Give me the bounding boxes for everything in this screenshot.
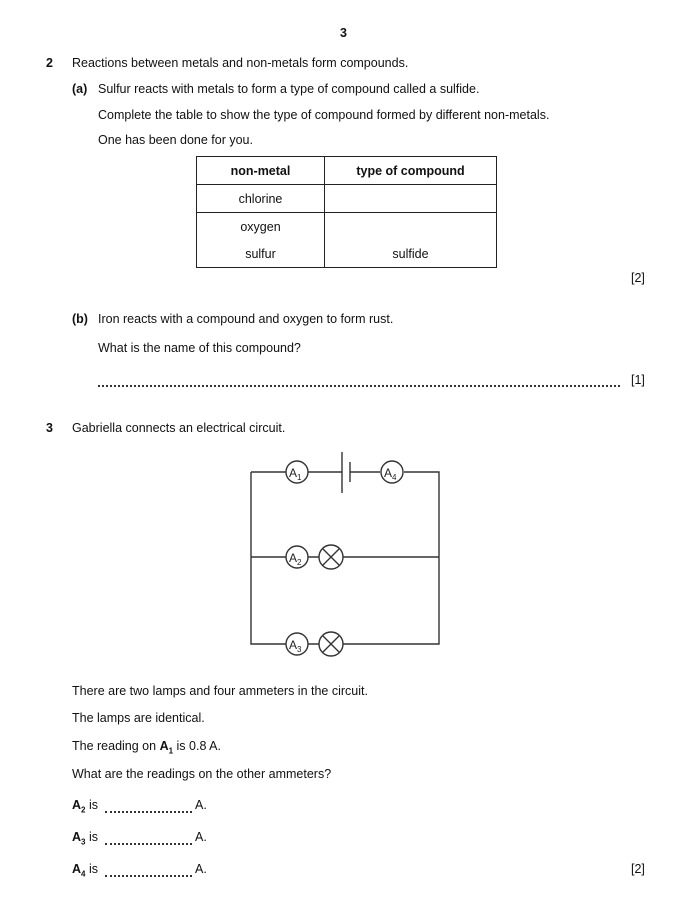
question-text: Iron reacts with a compound and oxygen to form rust.: [98, 312, 394, 326]
lamp-icon: [319, 632, 343, 656]
question-number: 3: [46, 421, 53, 435]
unit: A.: [195, 798, 207, 812]
question-text: The reading on $A_1$ is 0.8 A.: [72, 739, 221, 756]
ammeter-label: $A_4$: [384, 466, 397, 482]
answer-a2: $A_2$ is: [72, 798, 98, 815]
table-cell: chlorine: [197, 185, 325, 213]
question-text: Complete the table to show the type of compound formed by different non-metals.: [98, 108, 550, 122]
part-label: (b): [72, 312, 88, 326]
question-stem: Reactions between metals and non-metals form compounds.: [72, 56, 409, 70]
question-number: 2: [46, 56, 53, 70]
answer-line[interactable]: [105, 875, 192, 877]
cell-icon: [342, 452, 350, 493]
question-text: Sulfur reacts with metals to form a type of compound called a sulfide.: [98, 82, 480, 96]
answer-a4: $A_4$ is: [72, 862, 98, 879]
table-cell: sulfur: [197, 240, 325, 268]
wires: [251, 472, 439, 644]
marks: [1]: [631, 373, 645, 387]
unit: A.: [195, 862, 207, 876]
lamp-icon: [319, 545, 343, 569]
table-header: type of compound: [325, 157, 497, 185]
unit: A.: [195, 830, 207, 844]
marks: [2]: [631, 862, 645, 876]
answer-a3: $A_3$ is: [72, 830, 98, 847]
ammeter-label: $A_2$: [289, 551, 302, 567]
page-number: 3: [340, 26, 347, 40]
question-text: What is the name of this compound?: [98, 341, 301, 355]
question-text: What are the readings on the other ammeters?: [72, 767, 332, 781]
table-cell: oxygen: [197, 213, 325, 241]
table-cell: sulfide: [325, 240, 497, 268]
question-text: There are two lamps and four ammeters in the circuit.: [72, 684, 368, 698]
marks: [2]: [631, 271, 645, 285]
ammeter-label: $A_3$: [289, 638, 302, 654]
ammeter-label: $A_1$: [289, 466, 302, 482]
question-stem: Gabriella connects an electrical circuit.: [72, 421, 286, 435]
answer-line[interactable]: [105, 843, 192, 845]
question-text: The lamps are identical.: [72, 711, 205, 725]
table-header: non-metal: [197, 157, 325, 185]
question-text: One has been done for you.: [98, 133, 253, 147]
answer-line[interactable]: [105, 811, 192, 813]
part-label: (a): [72, 82, 88, 96]
